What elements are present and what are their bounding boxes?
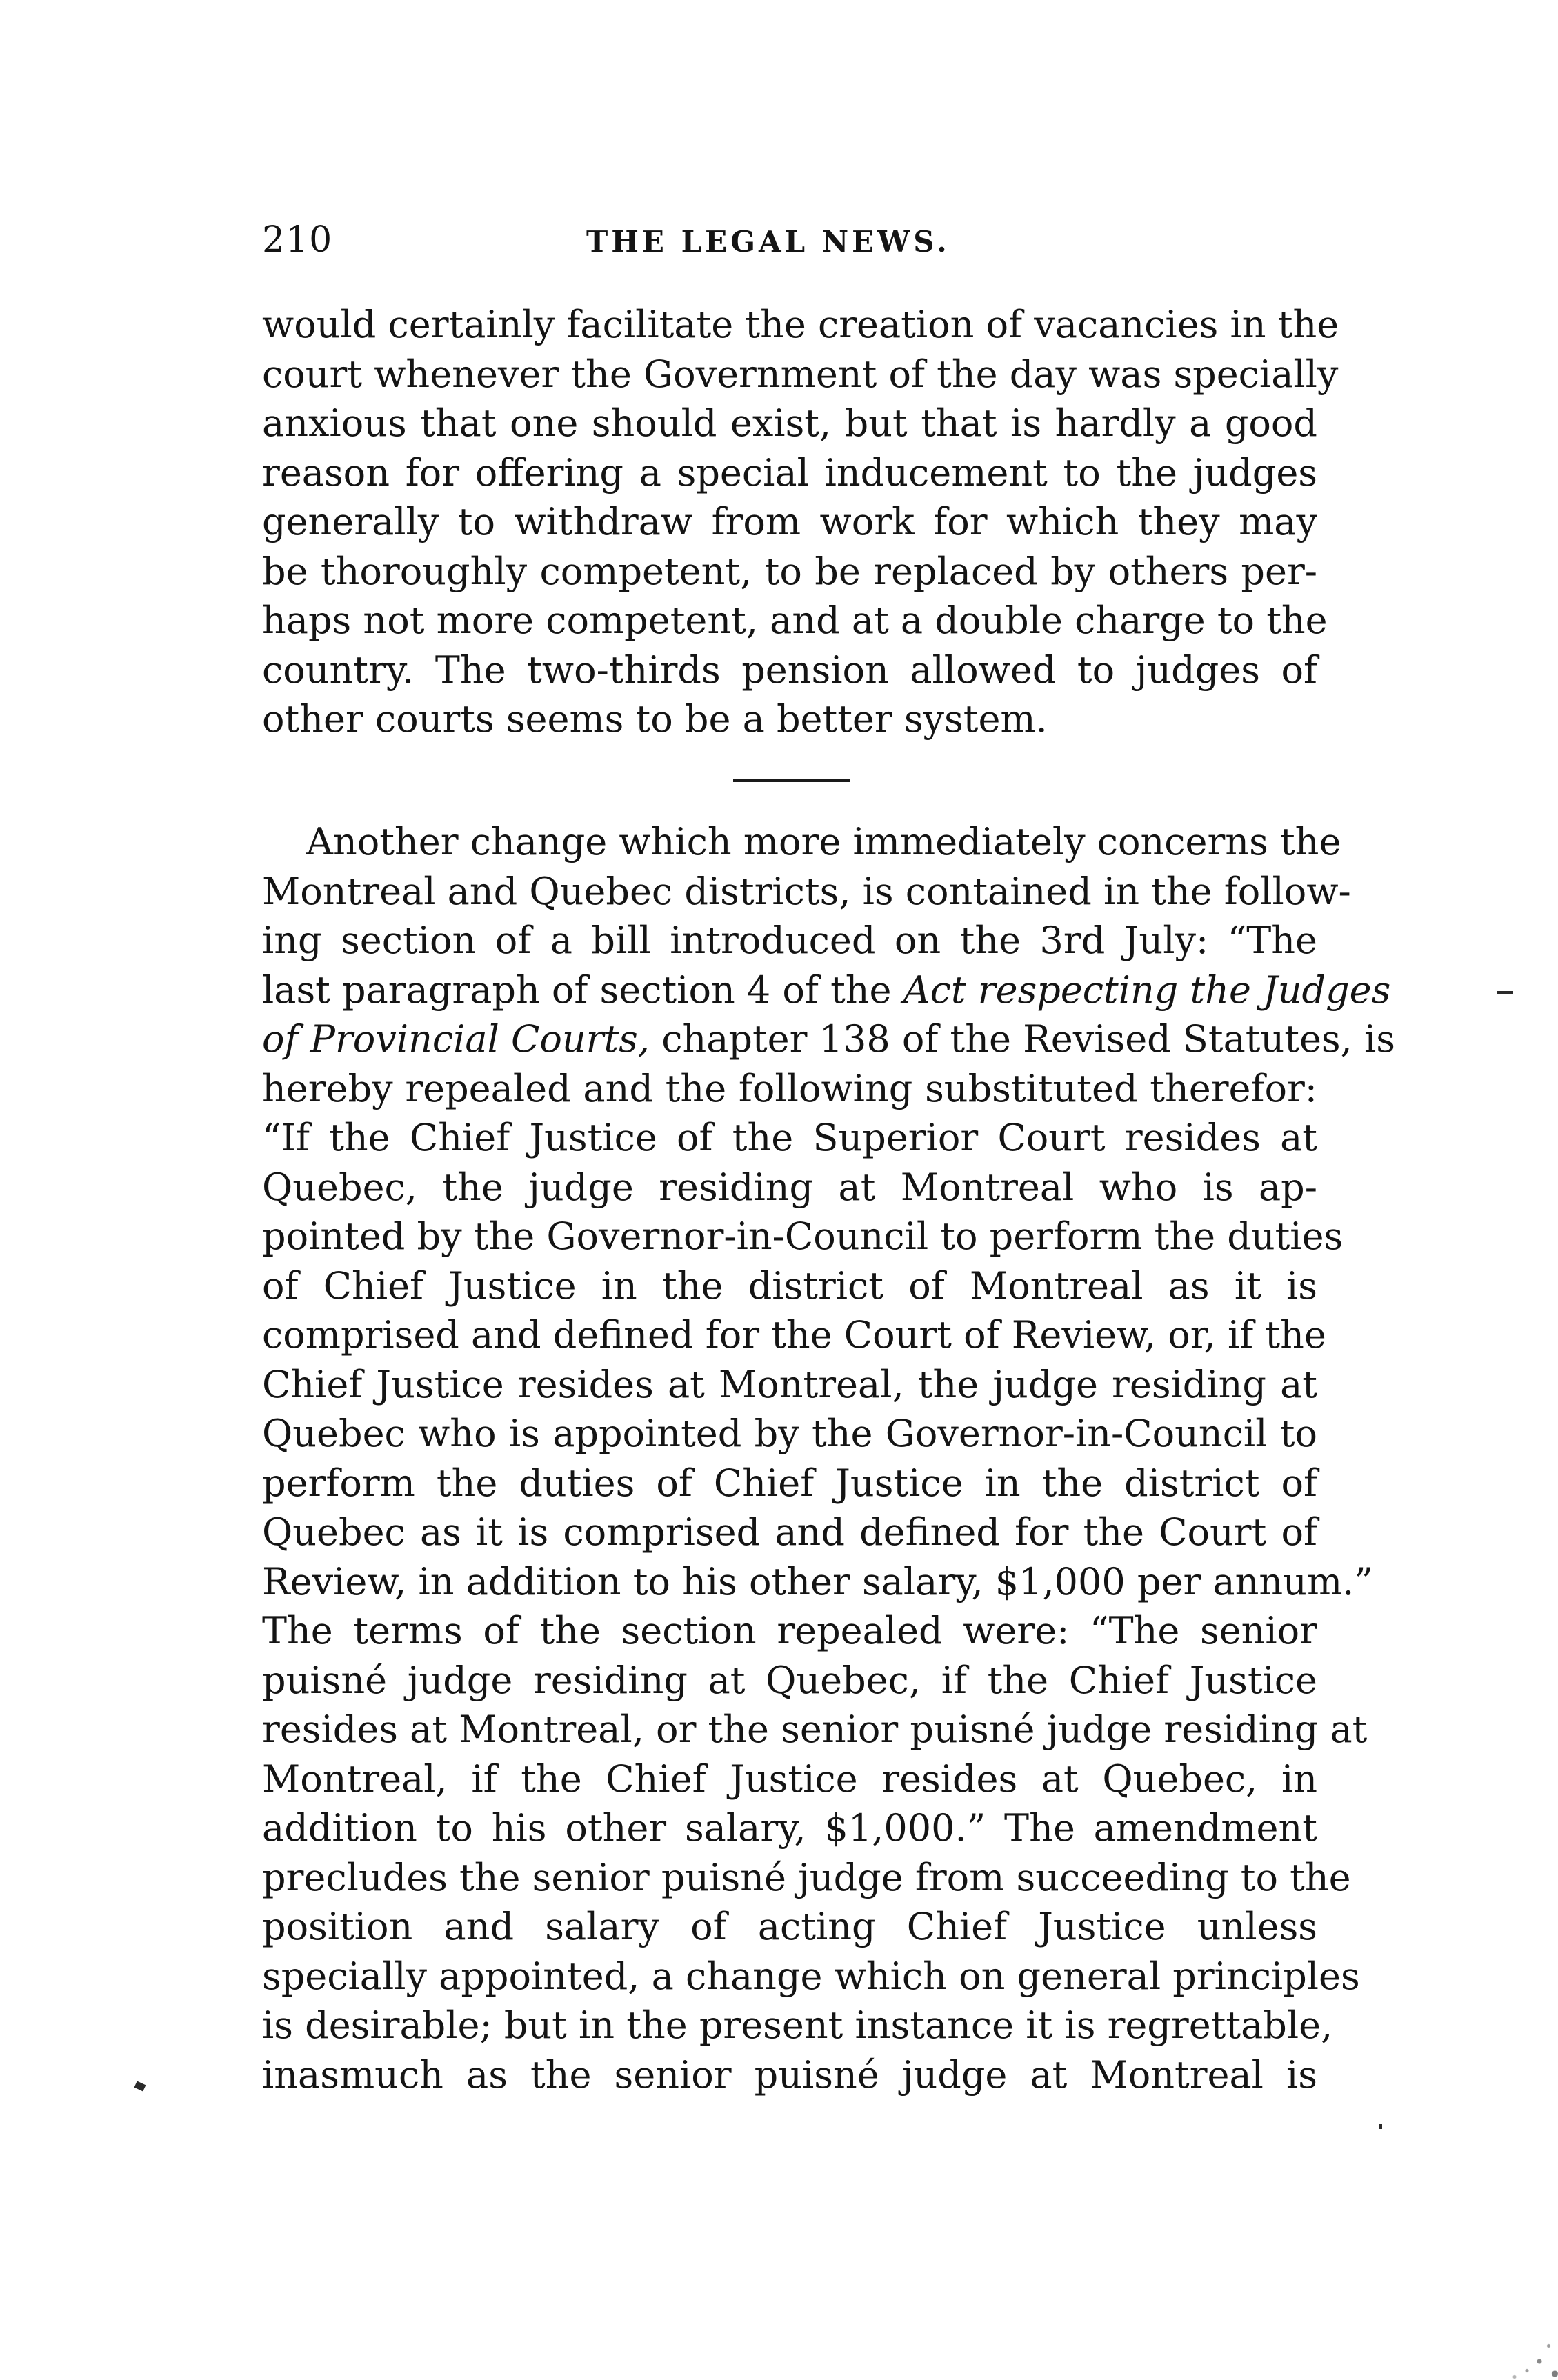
text-line: hereby repealed and the following substituted therefor: — [262, 1066, 1317, 1110]
text-line: “If the Chief Justice of the Superior Court resides at — [262, 1116, 1317, 1159]
text-line: anxious that one should exist, but that is hardly a good — [262, 401, 1317, 445]
text-line: position and salary of acting Chief Justice unless — [262, 1905, 1317, 1948]
margin-dash-mark — [1497, 991, 1513, 994]
text-line: of Chief Justice in the district of Montreal as it is — [262, 1263, 1317, 1308]
text-line: generally to withdraw from work for which they may — [262, 500, 1317, 543]
paragraph-pension — [262, 300, 1339, 744]
text-line: inasmuch as the senior puisné judge at Montreal is — [262, 2052, 1317, 2097]
text-line: The terms of the section repealed were: “The senior — [262, 1609, 1317, 1652]
text-line: Review, in addition to his other salary, $1,000 per annum.” — [262, 1559, 1373, 1603]
text-line: Quebec, the judge residing at Montreal who is ap- — [262, 1165, 1317, 1209]
text-line: is desirable; but in the present instance it is regrettable, — [262, 2003, 1333, 2047]
text-line: Montreal and Quebec districts, is contained in the follow- — [262, 869, 1351, 913]
text-line: ing section of a bill introduced on the 3rd July: “The — [262, 919, 1317, 962]
text-line: would certainly facilitate the creation of vacancies in the — [262, 303, 1339, 346]
text-line: Chief Justice resides at Montreal, the judge residing at — [262, 1362, 1317, 1406]
margin-dot-mark — [1379, 2124, 1382, 2129]
section-divider — [733, 779, 850, 782]
text-line: precludes the senior puisné judge from succeeding to the — [262, 1855, 1351, 1899]
text-line: Quebec who is appointed by the Governor-in-Council to — [262, 1412, 1317, 1455]
text-line: other courts seems to be a better system. — [262, 697, 1048, 741]
text-line: puisné judge residing at Quebec, if the Chief Justice — [262, 1658, 1317, 1702]
text-line: be thoroughly competent, to be replaced by others per- — [262, 549, 1317, 593]
page-number: 210 — [262, 219, 333, 261]
text-line: court whenever the Government of the day was specially — [262, 352, 1339, 396]
text-line: pointed by the Governor-in-Council to perform the duties — [262, 1214, 1344, 1258]
text-line: addition to his other salary, $1,000.” The amendment — [262, 1806, 1317, 1850]
paragraph-amendment — [262, 817, 1395, 2099]
running-head: THE LEGAL NEWS. — [586, 225, 950, 259]
text-line: comprised and defined for the Court of Review, or, if the — [262, 1313, 1326, 1357]
text-line: perform the duties of Chief Justice in the district of — [262, 1461, 1317, 1505]
act-title-italic: Act respecting the Judges — [903, 968, 1391, 1012]
text-line: reason for offering a special inducement to the judges — [262, 450, 1317, 494]
text-line: haps not more competent, and at a double charge to the — [262, 599, 1328, 642]
act-title-italic: of Provincial Courts, — [262, 1017, 650, 1061]
corner-speckle — [1496, 2318, 1558, 2380]
text-line: Montreal, if the Chief Justice resides at Quebec, in — [262, 1757, 1317, 1801]
text-line: Another change which more immediately concerns the — [306, 820, 1341, 863]
text-run: last paragraph of section 4 of the — [262, 968, 903, 1012]
text-line: resides at Montreal, or the senior puisné judge residing at — [262, 1708, 1368, 1751]
margin-tick-mark — [134, 2081, 146, 2092]
text-run: chapter 138 of the Revised Statutes, is — [650, 1017, 1395, 1061]
text-line — [262, 1014, 1395, 1064]
text-line — [262, 966, 1391, 1015]
text-line: country. The two-thirds pension allowed to judges of — [262, 648, 1317, 692]
text-line: specially appointed, a change which on general principles — [262, 1954, 1360, 1998]
page-header — [262, 219, 1317, 268]
text-line: Quebec as it is comprised and defined for the Court of — [262, 1510, 1317, 1554]
